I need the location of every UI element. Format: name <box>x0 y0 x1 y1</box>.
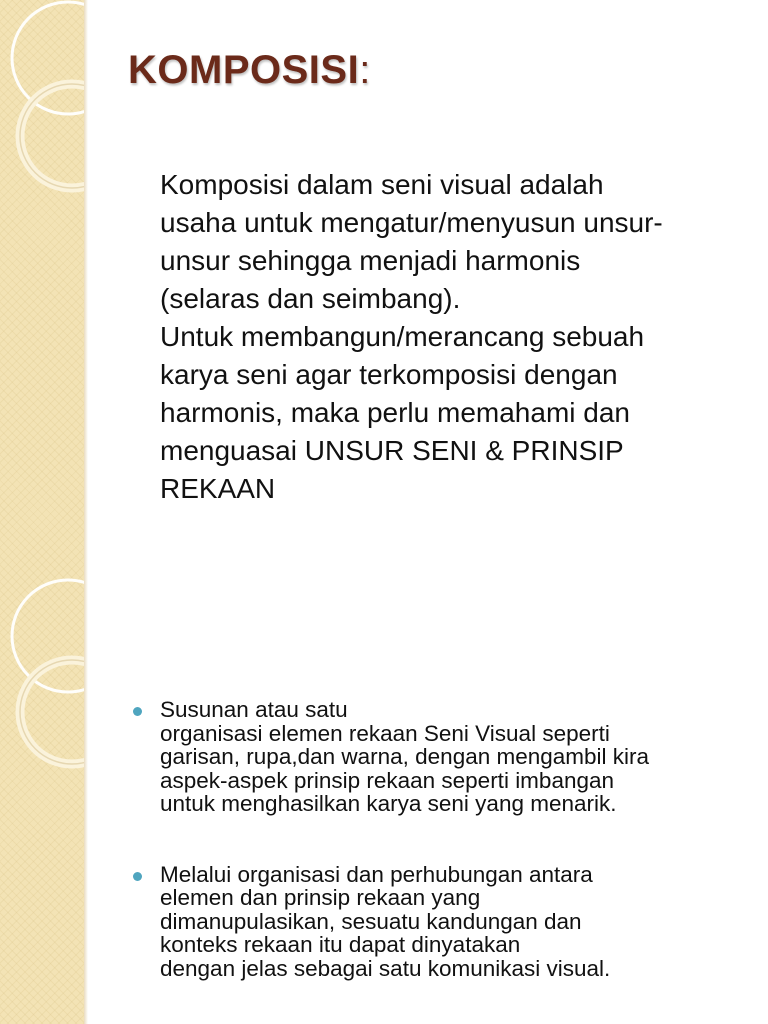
ring-icon <box>20 84 84 188</box>
bullet-line: dengan jelas sebagai satu komunikasi visual. <box>160 955 611 981</box>
bullet-line: konteks rekaan itu dapat dinyatakan <box>160 932 521 957</box>
bullet-line: garisan, rupa,dan warna, dengan mengambil kira <box>160 744 650 769</box>
slide-title <box>128 48 371 93</box>
bullet-line: Melalui organisasi dan perhubungan antara <box>160 861 593 887</box>
intro-line: Untuk membangun/merancang sebuah <box>160 321 645 352</box>
decorative-side-strip <box>0 0 84 1024</box>
bullet-dot-icon <box>133 872 142 881</box>
intro-line: (selaras dan seimbang). <box>160 283 461 314</box>
ring-icon <box>12 580 84 692</box>
slide-title-colon: : <box>359 48 371 92</box>
side-strip-edge <box>84 0 88 1024</box>
bullet-line: untuk menghasilkan karya seni yang menarik. <box>160 791 617 816</box>
slide-title-text: KOMPOSISI <box>128 48 360 92</box>
bullet-item <box>132 698 747 816</box>
intro-line: REKAAN <box>160 473 276 504</box>
bullet-line: organisasi elemen rekaan Seni Visual seperti <box>160 720 610 746</box>
bullet-line: Susunan atau satu <box>160 697 348 722</box>
intro-line: menguasai UNSUR SENI & PRINSIP <box>160 435 624 466</box>
decorative-rings <box>0 0 84 1024</box>
intro-line: karya seni agar terkomposisi dengan <box>160 359 618 390</box>
intro-line: harmonis, maka perlu memahami dan <box>160 397 630 428</box>
bullet-line: elemen dan prinsip rekaan yang <box>160 885 481 910</box>
ring-icon <box>12 2 84 114</box>
intro-line: usaha untuk mengatur/menyusun unsur- <box>160 207 663 238</box>
ring-icon <box>20 660 84 764</box>
intro-line: Komposisi dalam seni visual adalah <box>160 169 604 200</box>
bullet-line: aspek-aspek prinsip rekaan seperti imbangan <box>160 767 615 793</box>
intro-line: unsur sehingga menjadi harmonis <box>160 245 581 276</box>
intro-paragraph <box>160 166 750 508</box>
bullet-line: dimanupulasikan, sesuatu kandungan dan <box>160 908 582 934</box>
bullet-dot-icon <box>133 707 142 716</box>
bullet-list <box>132 698 747 980</box>
bullet-item <box>132 863 747 981</box>
